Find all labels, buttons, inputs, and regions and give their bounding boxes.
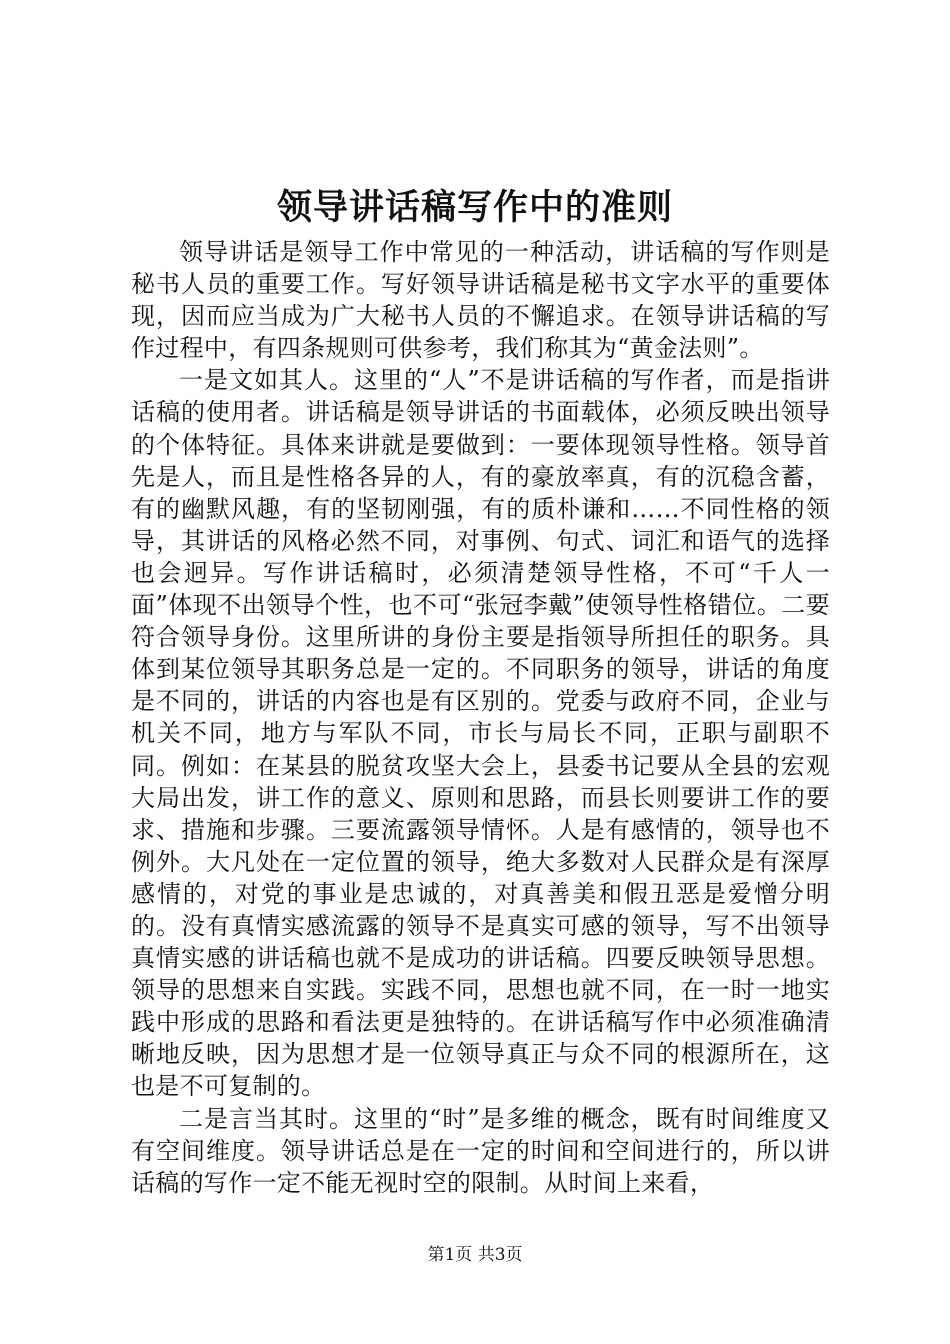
paragraph-rule-one: 一是文如其人。这里的“人”不是讲话稿的写作者，而是指讲话稿的使用者。讲话稿是领导讲话的书面载体，必须反映出领导的个体特征。具体来讲就是要做到：一要体现领导性格。领导首先是人，而且是性格各异的人，有的豪放率真，有的沉稳含蓄，有的幽默风趣，有的坚韧刚强，有的质朴谦和……不同性格的领导，其讲话的风格必然不同，对事例、句式、词汇和语气的选择也会迥异。写作讲话稿时，必须清楚领导性格，不可“千人一面”体现不出领导个性，也不可“张冠李戴”使领导性格错位。二要符合领导身份。这里所讲的身份主要是指领导所担任的职务。具体到某位领导其职务总是一定的。不同职务的领导，讲话的角度是不同的，讲话的内容也是有区别的。党委与政府不同，企业与机关不同，地方与军队不同，市长与局长不同，正职与副职不同。例如：在某县的脱贫攻坚大会上，县委书记要从全县的宏观大局出发，讲工作的意义、原则和思路，而县长则要讲工作的要求、措施和步骤。三要流露领导情怀。人是有感情的，领导也不例外。大凡处在一定位置的领导，绝大多数对人民群众是有深厚感情的，对党的事业是忠诚的，对真善美和假丑恶是爱憎分明的。没有真情实感流露的领导不是真实可感的领导，写不出领导真情实感的讲话稿也就不是成功的讲话稿。四要反映领导思想。领导的思想来自实践。实践不同，思想也就不同，在一时一地实践中形成的思路和看法更是独特的。在讲话稿写作中必须准确清晰地反映，因为思想才是一位领导真正与众不同的根源所在，这也是不可复制的。 bbox=[131, 366, 830, 1101]
paragraph-intro: 领导讲话是领导工作中常见的一种活动，讲话稿的写作则是秘书人员的重要工作。写好领导讲话稿是秘书文字水平的重要体现，因而应当成为广大秘书人员的不懈追求。在领导讲话稿的写作过程中，有四条规则可供参考，我们称其为“黄金法则”。 bbox=[131, 238, 830, 363]
document-title: 领导讲话稿写作中的准则 bbox=[276, 187, 673, 228]
paragraph-rule-two: 二是言当其时。这里的“时”是多维的概念，既有时间维度又有空间维度。领导讲话总是在一定的时间和空间进行的，所以讲话稿的写作一定不能无视时空的限制。从时间上来看， bbox=[131, 1104, 830, 1197]
document-body bbox=[131, 236, 830, 1199]
page-footer: 第1页 共3页 bbox=[427, 1245, 523, 1265]
